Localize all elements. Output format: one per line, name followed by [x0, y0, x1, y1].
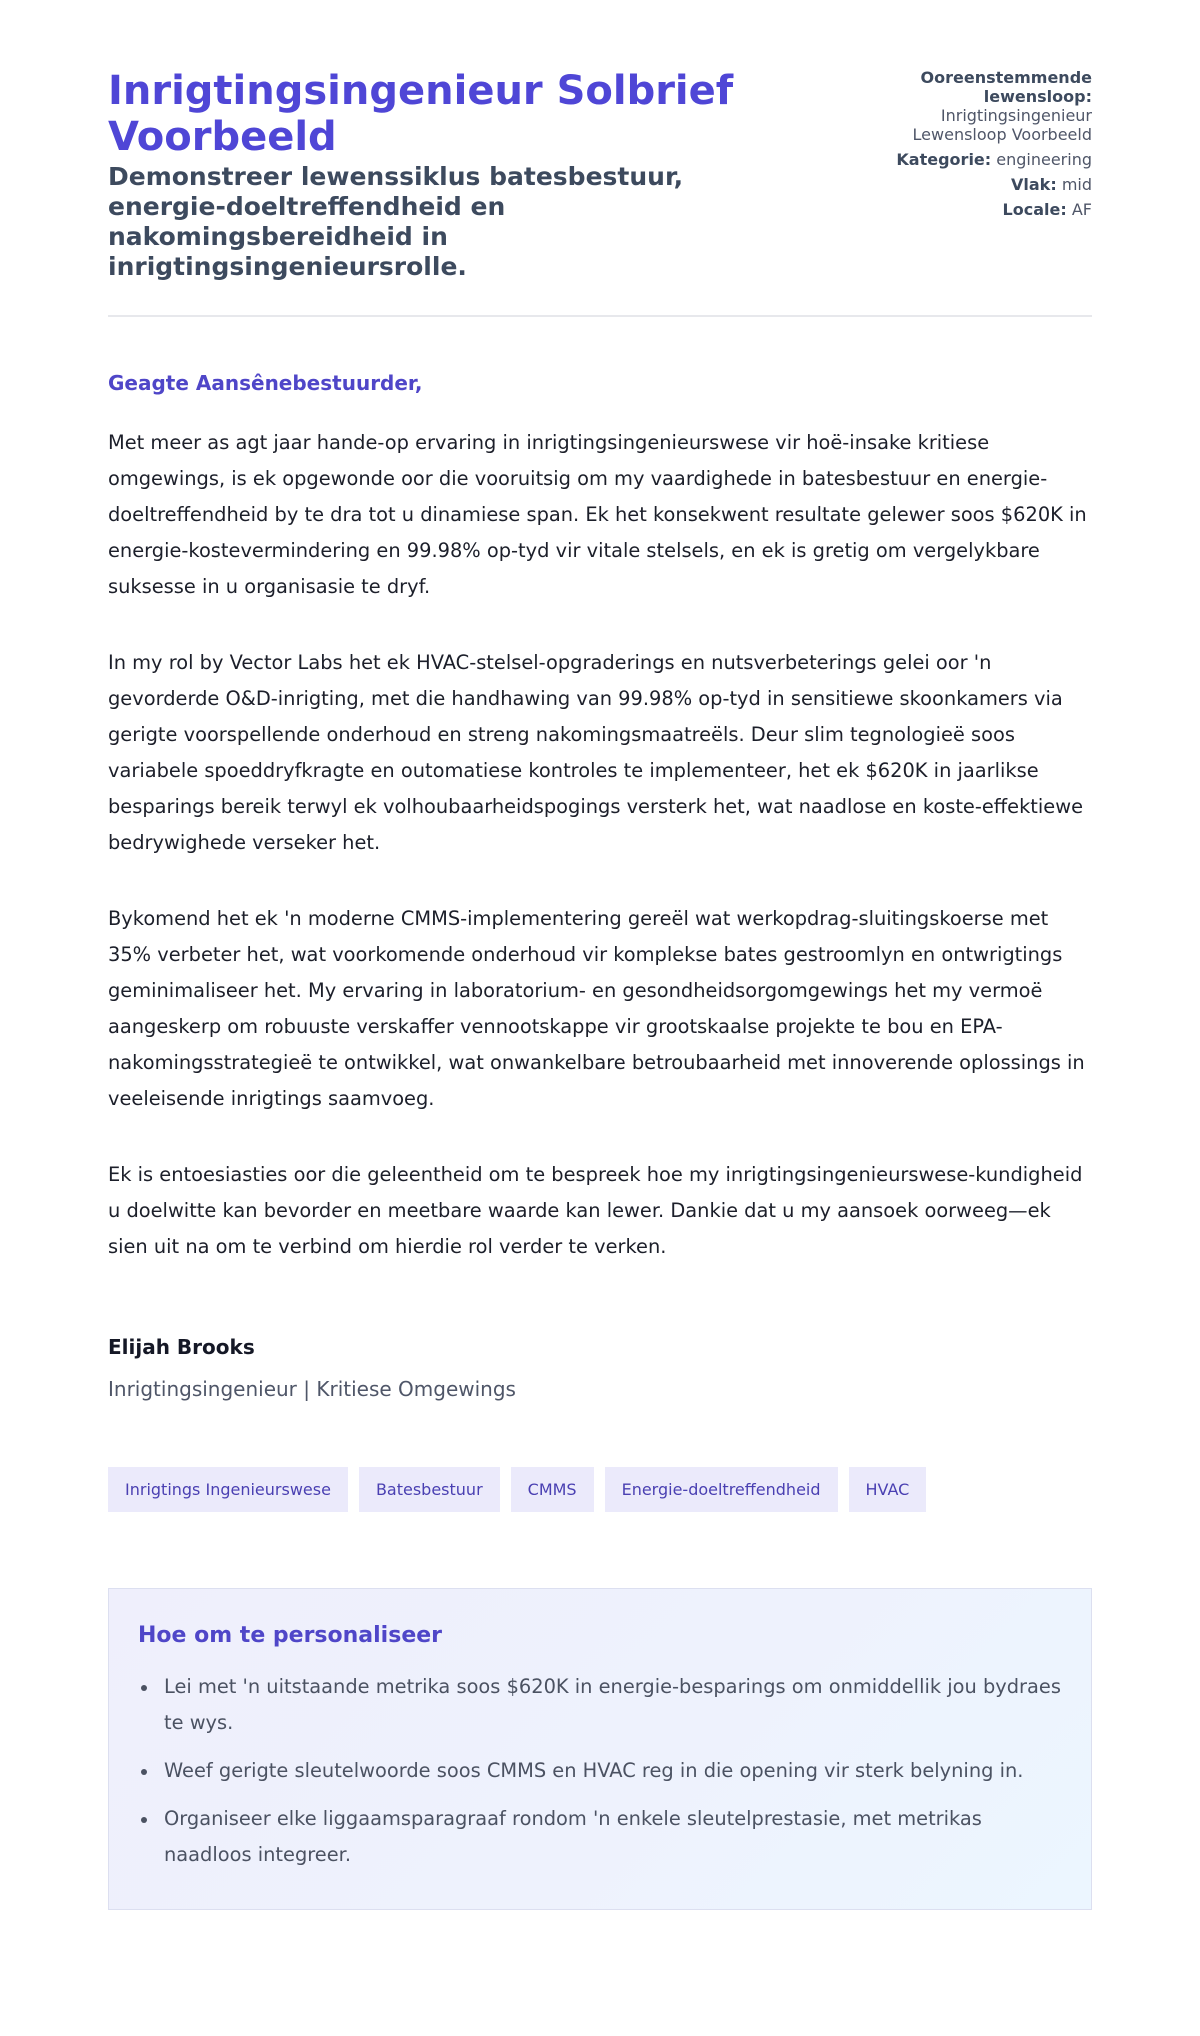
page-subtitle: Demonstreer lewenssiklus batesbestuur, energie-doeltreffendheid en nakomingsbereidheid in inrigtingsingenieursrolle.: [108, 162, 684, 281]
tips-item: Weef gerigte sleutelwoorde soos CMMS en HVAC reg in die opening vir sterk belyning in.: [138, 1753, 1061, 1789]
meta-level-value: mid: [1061, 175, 1092, 194]
tips-title: Hoe om te personaliseer: [138, 1623, 443, 1648]
meta-level: [852, 175, 1092, 194]
letter-paragraph-1: Met meer as agt jaar hande-op ervaring in inrigtingsingenieurswese vir hoë-insake kritiese omgewings, is ek opgewonde oor die vooruitsig om my vaardighede in batesbestuur en energie-doeltreffendheid by te dra tot u dinamiese span. Ek het konsekwent resultate gelewer soos $620K in energie-kostevermindering en 99.98% op-tyd vir vitale stelsels, en ek is gretig om vergelykbare suksesse in u organisasie te dryf.: [108, 431, 1087, 598]
letter-paragraph-3: Bykomend het ek 'n moderne CMMS-implementering gereël wat werkopdrag-sluitingskoerse met 35% verbeter het, wat voorkomende onderhoud vir komplekse bates gestroomlyn en ontwrigtings geminimaliseer het. My ervaring in laboratorium- en gesondheidsorgomgewings het my vermoë aangeskerp om robuuste verskaffer vennootskappe vir grootskaalse projekte te bou en EPA-nakomingsstrategieë te ontwikkel, wat onwankelbare betroubaarheid met innoverende oplossings in veeleisende inrigtings saamvoeg.: [108, 907, 1085, 1110]
meta-locale-value: AF: [1071, 200, 1092, 219]
page-header: [108, 68, 1092, 317]
meta-matching-resume: [852, 68, 1092, 144]
tag-list: [108, 1467, 1092, 1512]
letter-paragraph-2: In my rol by Vector Labs het ek HVAC-stelsel-opgraderings en nutsverbeterings gelei oor 'n gevorderde O&D-inrigting, met die handhawing van 99.98% op-tyd in sensitiewe skoonkamers via gerigte voorspellende onderhoud en streng nakomingsmaatreëls. Deur slim tegnologieë soos variabele spoeddryfkragte en outomatiese kontroles te implementeer, het ek $620K in jaarlikse besparings bereik terwyl ek volhoubaarheidspogings versterk het, wat naadlose en koste-effektiewe bedrywighede verseker het.: [108, 651, 1084, 854]
meta-locale: [852, 200, 1092, 219]
metadata-panel: [852, 68, 1092, 225]
tag-asset-management[interactable]: Batesbestuur: [359, 1467, 500, 1512]
meta-category: [852, 150, 1092, 169]
meta-category-value: engineering: [996, 150, 1092, 169]
letter-paragraph-4: Ek is entoesiasties oor die geleentheid om te bespreek hoe my inrigtingsingenieurswese-kundigheid u doelwitte kan bevorder en meetbare waarde kan lewer. Dankie dat u my aansoek oorweeg—ek sien uit na om te verbind om hierdie rol verder te verken.: [108, 1163, 1083, 1258]
tag-hvac[interactable]: HVAC: [849, 1467, 927, 1512]
meta-locale-label: Locale:: [1002, 200, 1067, 219]
signature-title: Inrigtingsingenieur | Kritiese Omgewings: [108, 1377, 516, 1401]
meta-matching-resume-label: Ooreenstemmende lewensloop:: [920, 68, 1092, 106]
page-title: Inrigtingsingenieur Solbrief Voorbeeld: [108, 68, 734, 160]
personalization-tips-card: [108, 1588, 1092, 1910]
meta-category-label: Kategorie:: [896, 150, 992, 169]
letter-greeting: Geagte Aansênebestuurder,: [108, 371, 423, 395]
tag-energy-efficiency[interactable]: Energie-doeltreffendheid: [605, 1467, 838, 1512]
meta-level-label: Vlak:: [1011, 175, 1057, 194]
tips-item: Organiseer elke liggaamsparagraaf rondom 'n enkele sleutelprestasie, met metrikas naadloos integreer.: [138, 1801, 1061, 1873]
tips-list: [138, 1669, 1061, 1873]
tag-cmms[interactable]: CMMS: [511, 1467, 594, 1512]
signature-name: Elijah Brooks: [108, 1335, 255, 1359]
meta-matching-resume-value: Inrigtingsingenieur Lewensloop Voorbeeld: [912, 106, 1092, 144]
tag-facilities-engineering[interactable]: Inrigtings Ingenieurswese: [108, 1467, 348, 1512]
tips-item: Lei met 'n uitstaande metrika soos $620K in energie-besparings om onmiddellik jou bydraes te wys.: [138, 1669, 1061, 1741]
header-title-block: [108, 68, 748, 282]
letter-body: [108, 369, 1092, 1403]
signature-block: [108, 1333, 1092, 1403]
